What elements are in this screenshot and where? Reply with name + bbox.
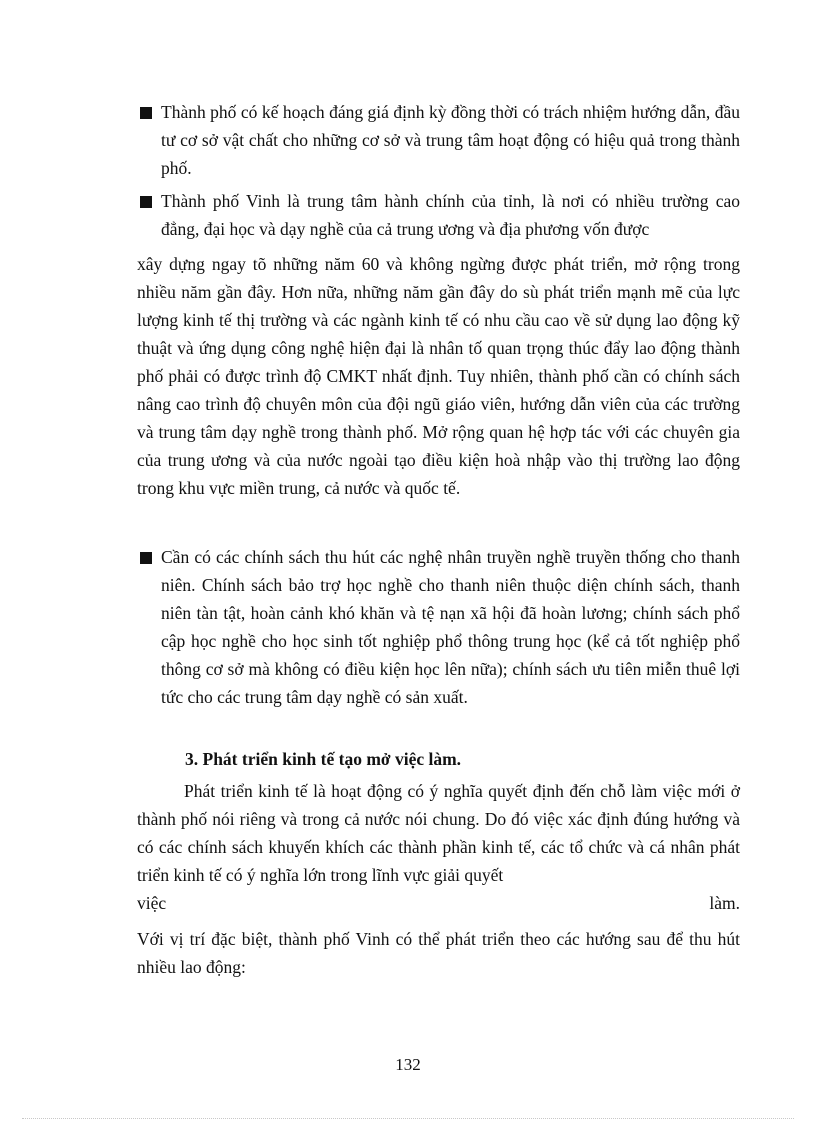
paragraph-1-last-right: làm. bbox=[709, 893, 740, 913]
bottom-divider bbox=[22, 1118, 794, 1119]
bullet-item-3 bbox=[140, 543, 740, 711]
bullet-text-1: Thành phố có kế hoạch đáng giá định kỳ đồng thời có trách nhiệm hướng dẫn, đầu tư cơ sở vật chất cho những cơ sở và trung tâm hoạt động có hiệu quả trong thành phố. bbox=[161, 102, 740, 178]
paragraph-1-last-left: việc bbox=[137, 893, 167, 913]
section-heading: 3. Phát triển kinh tế tạo mở việc làm. bbox=[185, 749, 462, 769]
paragraph-1-last-line bbox=[137, 889, 740, 917]
square-bullet-icon bbox=[140, 107, 152, 119]
paragraph-2: Với vị trí đặc biệt, thành phố Vinh có thể phát triển theo các hướng sau để thu hút nhiều lao động: bbox=[137, 929, 740, 977]
bullet-2-continuation: xây dựng ngay tõ những năm 60 và không ngừng được phát triển, mở rộng trong nhiều năm gần đây. Hơn nữa, những năm gần đây do sù phát triển mạnh mẽ của lực lượng kinh tế thị trường và các ngành kinh tế có nhu cầu cao về sử dụng lao động kỹ thuật và ứng dụng công nghệ hiện đại là nhân tố quan trọng thúc đẩy lao động thành phố phải có được trình độ CMKT nhất định. Tuy nhiên, thành phố cần có chính sách nâng cao trình độ chuyên môn của đội ngũ giáo viên, hướng dẫn viên của các trường và trung tâm dạy nghề trong thành phố. Mở rộng quan hệ hợp tác với các chuyên gia của trung ương và của nước ngoài tạo điều kiện hoà nhập vào thị trường lao động trong khu vực miền trung, cả nước và quốc tế. bbox=[137, 254, 740, 498]
square-bullet-icon bbox=[140, 552, 152, 564]
page-number: 132 bbox=[395, 1055, 421, 1074]
bullet-item-1 bbox=[140, 98, 740, 182]
square-bullet-icon bbox=[140, 196, 152, 208]
bullet-item-2 bbox=[140, 187, 740, 243]
bullet-text-3: Cần có các chính sách thu hút các nghệ nhân truyền nghề truyền thống cho thanh niên. Chính sách bảo trợ học nghề cho thanh niên thuộc diện chính sách, thanh niên tàn tật, hoàn cảnh khó khăn và tệ nạn xã hội đã hoàn lương; chính sách phổ cập học nghề cho học sinh tốt nghiệp phổ thông trung học (kể cả tốt nghiệp phổ thông cơ sở mà không có điều kiện học lên nữa); chính sách ưu tiên miễn thuê lợi tức cho các trung tâm dạy nghề có sản xuất. bbox=[161, 547, 740, 707]
bullet-text-2: Thành phố Vinh là trung tâm hành chính của tỉnh, là nơi có nhiều trường cao đẳng, đại học và dạy nghề của cả trung ương và địa phương vốn được bbox=[161, 191, 740, 239]
paragraph-1: Phát triển kinh tế là hoạt động có ý nghĩa quyết định đến chỗ làm việc mới ở thành phố nói riêng và trong cả nước nói chung. Do đó việc xác định đúng hướng và có các chính sách khuyến khích các thành phần kinh tế, các tổ chức và cá nhân phát triển kinh tế có ý nghĩa lớn trong lĩnh vực giải quyết bbox=[137, 781, 740, 885]
